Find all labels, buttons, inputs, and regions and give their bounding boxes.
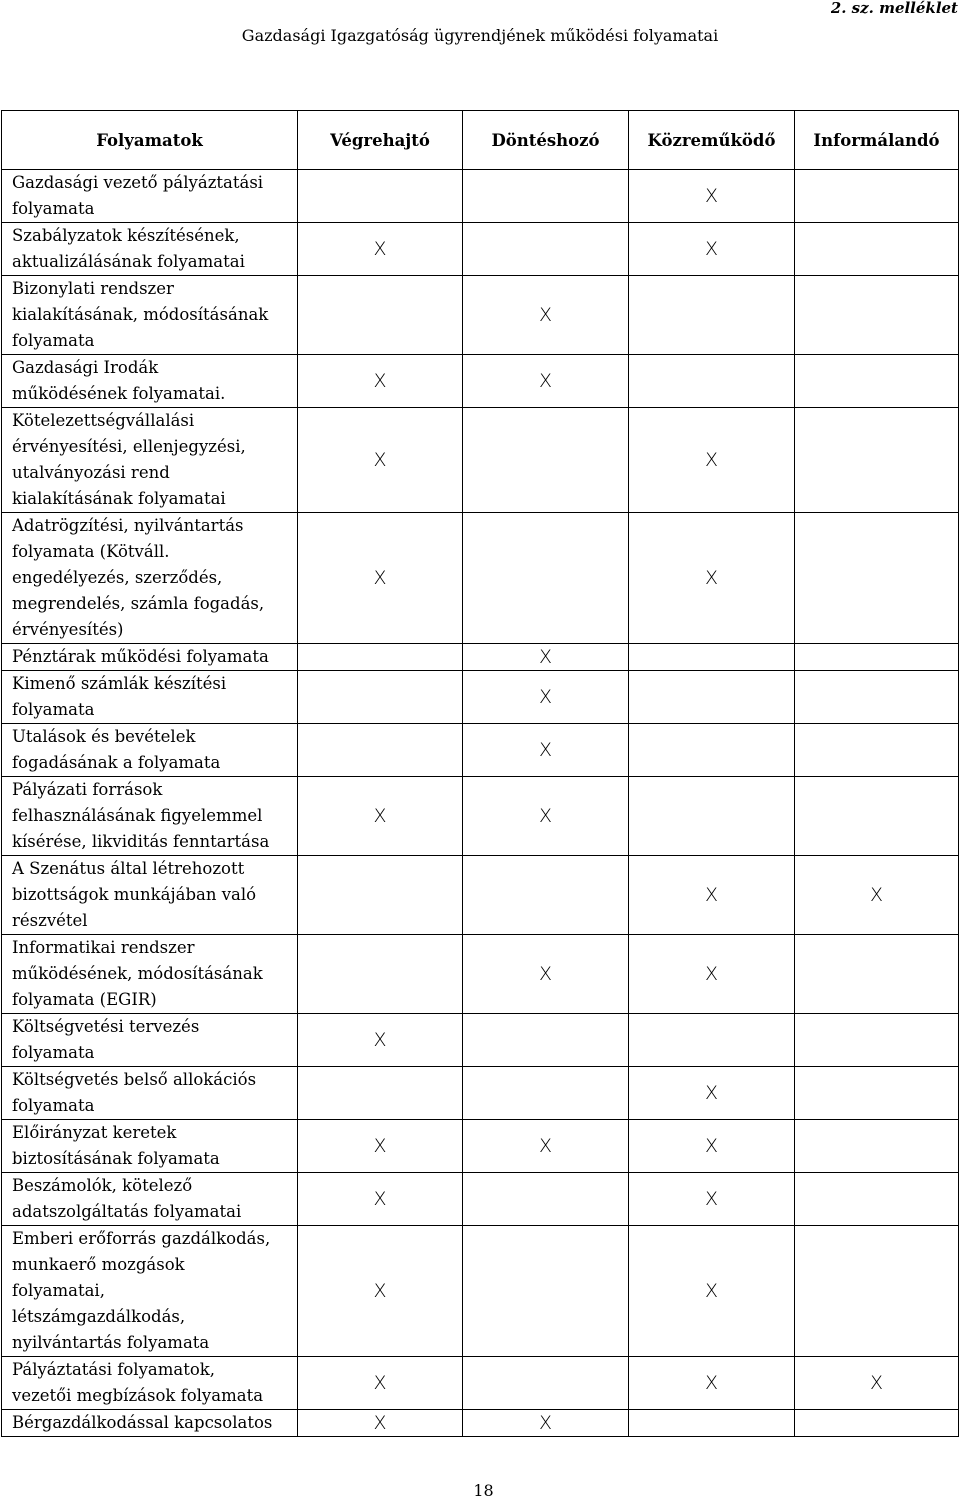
to-be-informed-mark-cell	[795, 1067, 959, 1120]
process-name-cell: Költségvetés belső allokációs folyamata	[2, 1067, 298, 1120]
process-name-cell: Pályázati források felhasználásának figyelemmel kísérése, likviditás fenntartása	[2, 777, 298, 856]
table-row	[2, 513, 959, 644]
executor-mark-cell: X	[298, 513, 463, 644]
table-row	[2, 1067, 959, 1120]
to-be-informed-mark-cell	[795, 355, 959, 408]
process-name-cell: Előirányzat keretek biztosításának folyamata	[2, 1120, 298, 1173]
decision-maker-mark-cell: X	[463, 777, 629, 856]
executor-mark-cell: X	[298, 1410, 463, 1437]
contributor-mark-cell	[629, 1014, 795, 1067]
executor-mark-cell: X	[298, 408, 463, 513]
to-be-informed-mark-cell	[795, 1173, 959, 1226]
to-be-informed-mark-cell	[795, 1226, 959, 1357]
contributor-mark-cell: X	[629, 1357, 795, 1410]
document-title: Gazdasági Igazgatóság ügyrendjének működési folyamatai	[241, 26, 719, 45]
process-name-cell: Kötelezettségvállalási érvényesítési, ellenjegyzési, utalványozási rend kialakításának folyamatai	[2, 408, 298, 513]
table-row	[2, 1120, 959, 1173]
process-name-cell: Gazdasági Irodák működésének folyamatai.	[2, 355, 298, 408]
to-be-informed-mark-cell	[795, 513, 959, 644]
table-row	[2, 408, 959, 513]
table-row	[2, 1014, 959, 1067]
to-be-informed-mark-cell	[795, 276, 959, 355]
to-be-informed-mark-cell	[795, 1014, 959, 1067]
table-row	[2, 1173, 959, 1226]
executor-mark-cell: X	[298, 1226, 463, 1357]
to-be-informed-mark-cell: X	[795, 856, 959, 935]
page-number: 18	[473, 1481, 494, 1500]
decision-maker-mark-cell: X	[463, 671, 629, 724]
table-row	[2, 1357, 959, 1410]
contributor-mark-cell	[629, 276, 795, 355]
to-be-informed-mark-cell: X	[795, 1357, 959, 1410]
process-name-cell: Informatikai rendszer működésének, módosításának folyamata (EGIR)	[2, 935, 298, 1014]
decision-maker-mark-cell	[463, 1357, 629, 1410]
to-be-informed-mark-cell	[795, 223, 959, 276]
contributor-mark-cell	[629, 355, 795, 408]
executor-mark-cell: X	[298, 777, 463, 856]
process-name-cell: Bizonylati rendszer kialakításának, módosításának folyamata	[2, 276, 298, 355]
process-name-cell: Költségvetési tervezés folyamata	[2, 1014, 298, 1067]
table-body	[2, 170, 959, 1437]
decision-maker-mark-cell: X	[463, 644, 629, 671]
column-header-decision-maker: Döntéshozó	[463, 111, 629, 170]
to-be-informed-mark-cell	[795, 408, 959, 513]
to-be-informed-mark-cell	[795, 777, 959, 856]
decision-maker-mark-cell: X	[463, 276, 629, 355]
contributor-mark-cell: X	[629, 223, 795, 276]
contributor-mark-cell: X	[629, 1226, 795, 1357]
process-name-cell: Adatrögzítési, nyilvántartás folyamata (Kötváll. engedélyezés, szerződés, megrendelés, számla fogadás, érvényesítés)	[2, 513, 298, 644]
decision-maker-mark-cell: X	[463, 1120, 629, 1173]
process-name-cell: Utalások és bevételek fogadásának a folyamata	[2, 724, 298, 777]
decision-maker-mark-cell	[463, 1014, 629, 1067]
table-row	[2, 856, 959, 935]
table-row	[2, 276, 959, 355]
table-header-row	[2, 111, 959, 170]
contributor-mark-cell: X	[629, 935, 795, 1014]
decision-maker-mark-cell	[463, 856, 629, 935]
contributor-mark-cell: X	[629, 1120, 795, 1173]
process-name-cell: Pénztárak működési folyamata	[2, 644, 298, 671]
decision-maker-mark-cell	[463, 1173, 629, 1226]
contributor-mark-cell: X	[629, 513, 795, 644]
contributor-mark-cell	[629, 724, 795, 777]
process-responsibility-table	[1, 110, 959, 1437]
executor-mark-cell	[298, 856, 463, 935]
table-row	[2, 644, 959, 671]
table-row	[2, 724, 959, 777]
decision-maker-mark-cell: X	[463, 355, 629, 408]
decision-maker-mark-cell	[463, 513, 629, 644]
decision-maker-mark-cell	[463, 1226, 629, 1357]
to-be-informed-mark-cell	[795, 935, 959, 1014]
process-name-cell: Gazdasági vezető pályáztatási folyamata	[2, 170, 298, 223]
column-header-executor: Végrehajtó	[298, 111, 463, 170]
decision-maker-mark-cell	[463, 223, 629, 276]
contributor-mark-cell	[629, 644, 795, 671]
table-row	[2, 1410, 959, 1437]
executor-mark-cell	[298, 671, 463, 724]
process-name-cell: Emberi erőforrás gazdálkodás, munkaerő mozgások folyamatai, létszámgazdálkodás, nyilvántartás folyamata	[2, 1226, 298, 1357]
process-name-cell: Kimenő számlák készítési folyamata	[2, 671, 298, 724]
executor-mark-cell: X	[298, 1014, 463, 1067]
contributor-mark-cell	[629, 1410, 795, 1437]
contributor-mark-cell: X	[629, 170, 795, 223]
table-row	[2, 170, 959, 223]
process-name-cell: Bérgazdálkodással kapcsolatos	[2, 1410, 298, 1437]
to-be-informed-mark-cell	[795, 1120, 959, 1173]
column-header-to-be-informed: Informálandó	[795, 111, 959, 170]
executor-mark-cell: X	[298, 1173, 463, 1226]
table-row	[2, 935, 959, 1014]
executor-mark-cell: X	[298, 1120, 463, 1173]
executor-mark-cell	[298, 724, 463, 777]
table-row	[2, 671, 959, 724]
executor-mark-cell: X	[298, 355, 463, 408]
executor-mark-cell	[298, 644, 463, 671]
decision-maker-mark-cell: X	[463, 935, 629, 1014]
contributor-mark-cell	[629, 671, 795, 724]
executor-mark-cell	[298, 170, 463, 223]
annex-label: 2. sz. melléklet	[830, 0, 958, 16]
to-be-informed-mark-cell	[795, 170, 959, 223]
process-name-cell: Szabályzatok készítésének, aktualizálásának folyamatai	[2, 223, 298, 276]
to-be-informed-mark-cell	[795, 671, 959, 724]
process-name-cell: Beszámolók, kötelező adatszolgáltatás folyamatai	[2, 1173, 298, 1226]
table-row	[2, 777, 959, 856]
table-row	[2, 223, 959, 276]
contributor-mark-cell: X	[629, 1173, 795, 1226]
table-row	[2, 1226, 959, 1357]
process-name-cell: A Szenátus által létrehozott bizottságok munkájában való részvétel	[2, 856, 298, 935]
column-header-contributor: Közreműködő	[629, 111, 795, 170]
contributor-mark-cell	[629, 777, 795, 856]
table-row	[2, 355, 959, 408]
to-be-informed-mark-cell	[795, 1410, 959, 1437]
process-name-cell: Pályáztatási folyamatok, vezetői megbízások folyamata	[2, 1357, 298, 1410]
decision-maker-mark-cell	[463, 1067, 629, 1120]
contributor-mark-cell: X	[629, 408, 795, 513]
to-be-informed-mark-cell	[795, 644, 959, 671]
decision-maker-mark-cell	[463, 170, 629, 223]
executor-mark-cell	[298, 935, 463, 1014]
to-be-informed-mark-cell	[795, 724, 959, 777]
contributor-mark-cell: X	[629, 1067, 795, 1120]
executor-mark-cell	[298, 1067, 463, 1120]
executor-mark-cell: X	[298, 223, 463, 276]
executor-mark-cell: X	[298, 1357, 463, 1410]
executor-mark-cell	[298, 276, 463, 355]
decision-maker-mark-cell	[463, 408, 629, 513]
decision-maker-mark-cell: X	[463, 1410, 629, 1437]
column-header-processes: Folyamatok	[2, 111, 298, 170]
decision-maker-mark-cell: X	[463, 724, 629, 777]
contributor-mark-cell: X	[629, 856, 795, 935]
